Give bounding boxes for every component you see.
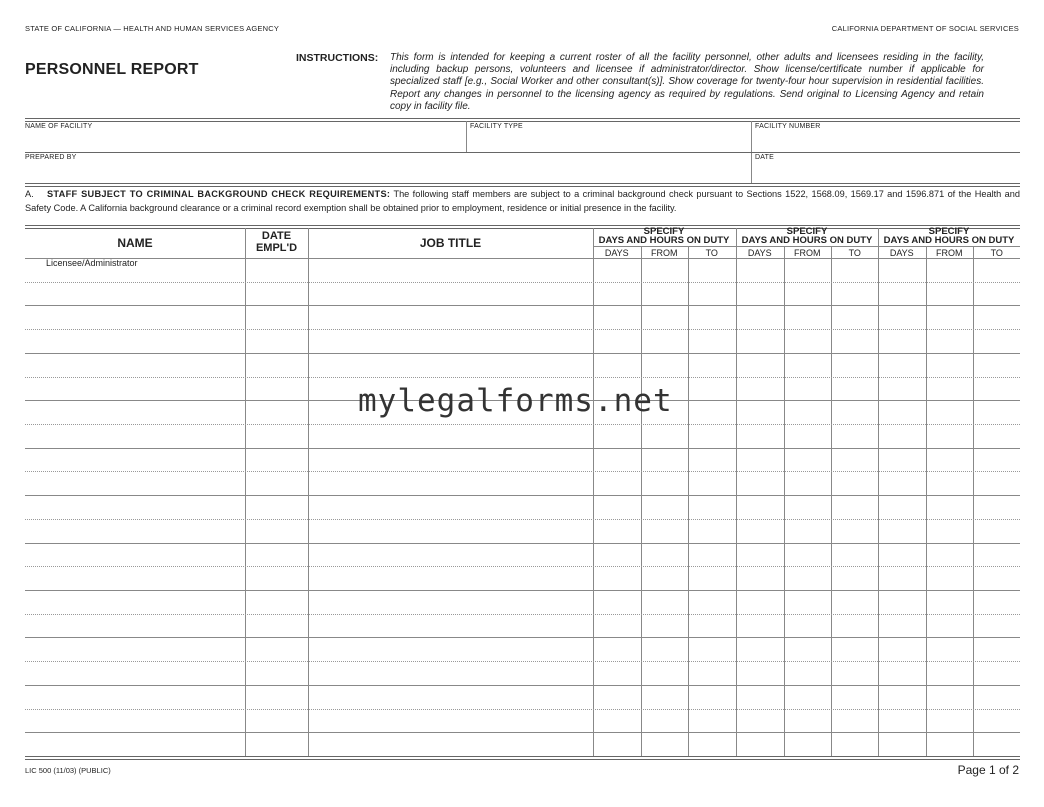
col-header-date-line1: DATE xyxy=(261,230,292,242)
shift-group-header xyxy=(593,227,735,245)
subcolumn-divider xyxy=(784,246,785,756)
specify-label: SPECIFY xyxy=(928,226,970,237)
col-header-job-title: JOB TITLE xyxy=(419,236,482,250)
table-row[interactable] xyxy=(25,637,1020,638)
from-subheader: FROM xyxy=(651,248,678,258)
days-hours-label: DAYS AND HOURS ON DUTY xyxy=(741,235,873,246)
column-divider xyxy=(736,228,737,756)
table-top-border xyxy=(25,225,1020,226)
table-row[interactable] xyxy=(25,566,1020,567)
divider xyxy=(25,118,1020,119)
divider xyxy=(25,186,1020,187)
column-divider xyxy=(245,228,246,756)
from-subheader: FROM xyxy=(936,248,963,258)
days-subheader: DAYS xyxy=(747,248,772,258)
shift-group-header xyxy=(878,227,1020,245)
table-row[interactable] xyxy=(25,519,1020,520)
table-row[interactable] xyxy=(25,329,1020,330)
column-divider xyxy=(308,228,309,756)
table-bottom-border xyxy=(25,756,1020,757)
from-subheader: FROM xyxy=(794,248,821,258)
section-a-heading: STAFF SUBJECT TO CRIMINAL BACKGROUND CHECK REQUIREMENTS: xyxy=(47,189,391,199)
table-row[interactable] xyxy=(25,353,1020,354)
table-row[interactable] xyxy=(25,377,1020,378)
first-row-name: Licensee/Administrator xyxy=(46,258,138,268)
subcolumn-divider xyxy=(973,246,974,756)
days-hours-label: DAYS AND HOURS ON DUTY xyxy=(598,235,730,246)
table-row[interactable] xyxy=(25,448,1020,449)
facility-type-field[interactable]: FACILITY TYPE xyxy=(470,123,523,130)
table-row[interactable] xyxy=(25,709,1020,710)
to-subheader: TO xyxy=(848,248,861,258)
department-header: CALIFORNIA DEPARTMENT OF SOCIAL SERVICES xyxy=(831,24,1019,33)
section-a-body: The following staff members are subject to a criminal background check pursuant to Sections 1522, 1568.09, 1569.17 and 1596.871 of the Health and Safety Code. A California background clearance or a criminal record exemption shall be obtained prior to employment, residence or initial presence in the facility. xyxy=(25,189,1020,213)
facility-name-field[interactable]: NAME OF FACILITY xyxy=(25,123,93,130)
col-header-date xyxy=(245,230,308,254)
agency-header: STATE OF CALIFORNIA — HEALTH AND HUMAN SERVICES AGENCY xyxy=(25,24,280,33)
section-a-paragraph xyxy=(25,188,1020,215)
days-subheader: DAYS xyxy=(889,248,914,258)
to-subheader: TO xyxy=(705,248,718,258)
col-header-name: NAME xyxy=(117,236,153,250)
prepared-by-field[interactable]: PREPARED BY xyxy=(25,154,77,161)
specify-label: SPECIFY xyxy=(786,226,828,237)
column-divider xyxy=(593,228,594,756)
subcolumn-divider xyxy=(926,246,927,756)
table-row[interactable] xyxy=(25,732,1020,733)
table-row[interactable] xyxy=(25,685,1020,686)
divider xyxy=(25,152,1020,153)
table-row[interactable] xyxy=(25,590,1020,591)
form-id: LIC 500 (11/03) (PUBLIC) xyxy=(25,766,111,775)
subcolumn-divider xyxy=(688,246,689,756)
table-row[interactable] xyxy=(25,282,1020,283)
section-a-number: A. xyxy=(25,189,34,199)
specify-label: SPECIFY xyxy=(643,226,685,237)
column-divider xyxy=(878,228,879,756)
days-subheader: DAYS xyxy=(604,248,629,258)
divider xyxy=(25,183,1020,184)
table-row[interactable] xyxy=(25,495,1020,496)
table-row[interactable] xyxy=(25,543,1020,544)
form-title: PERSONNEL REPORT xyxy=(25,61,199,78)
subcolumn-divider xyxy=(641,246,642,756)
subheader-divider xyxy=(593,246,1020,247)
instructions-text: This form is intended for keeping a current roster of all the facility personnel, other adults and licensees residing in the facility, including backup persons, volunteers and licensee if administrator/director. Show license/certificate number if applicable for specialized staff [e.g., Social Worker and other consultant(s)]. Show coverage for twenty-four hour supervision in residential facilities. Report any changes in personnel to the licensing agency as required by regulations. Send original to Licensing Agency and retain copy in facility file. xyxy=(390,52,984,112)
facility-number-field[interactable]: FACILITY NUMBER xyxy=(755,123,821,130)
watermark: mylegalforms.net xyxy=(358,383,673,419)
subcolumn-divider xyxy=(831,246,832,756)
table-row[interactable] xyxy=(25,305,1020,306)
table-row[interactable] xyxy=(25,424,1020,425)
to-subheader: TO xyxy=(990,248,1003,258)
table-bottom-border xyxy=(25,759,1020,760)
divider xyxy=(25,121,1020,122)
instructions-label: INSTRUCTIONS: xyxy=(296,52,379,64)
table-row[interactable] xyxy=(25,661,1020,662)
table-row[interactable] xyxy=(25,614,1020,615)
page-number: Page 1 of 2 xyxy=(957,763,1019,777)
table-row[interactable] xyxy=(25,471,1020,472)
col-header-date-line2: EMPL'D xyxy=(255,242,298,254)
header-bottom-border xyxy=(25,258,1020,259)
shift-group-header xyxy=(736,227,878,245)
date-field[interactable]: DATE xyxy=(755,154,774,161)
divider xyxy=(466,121,467,152)
days-hours-label: DAYS AND HOURS ON DUTY xyxy=(883,235,1015,246)
